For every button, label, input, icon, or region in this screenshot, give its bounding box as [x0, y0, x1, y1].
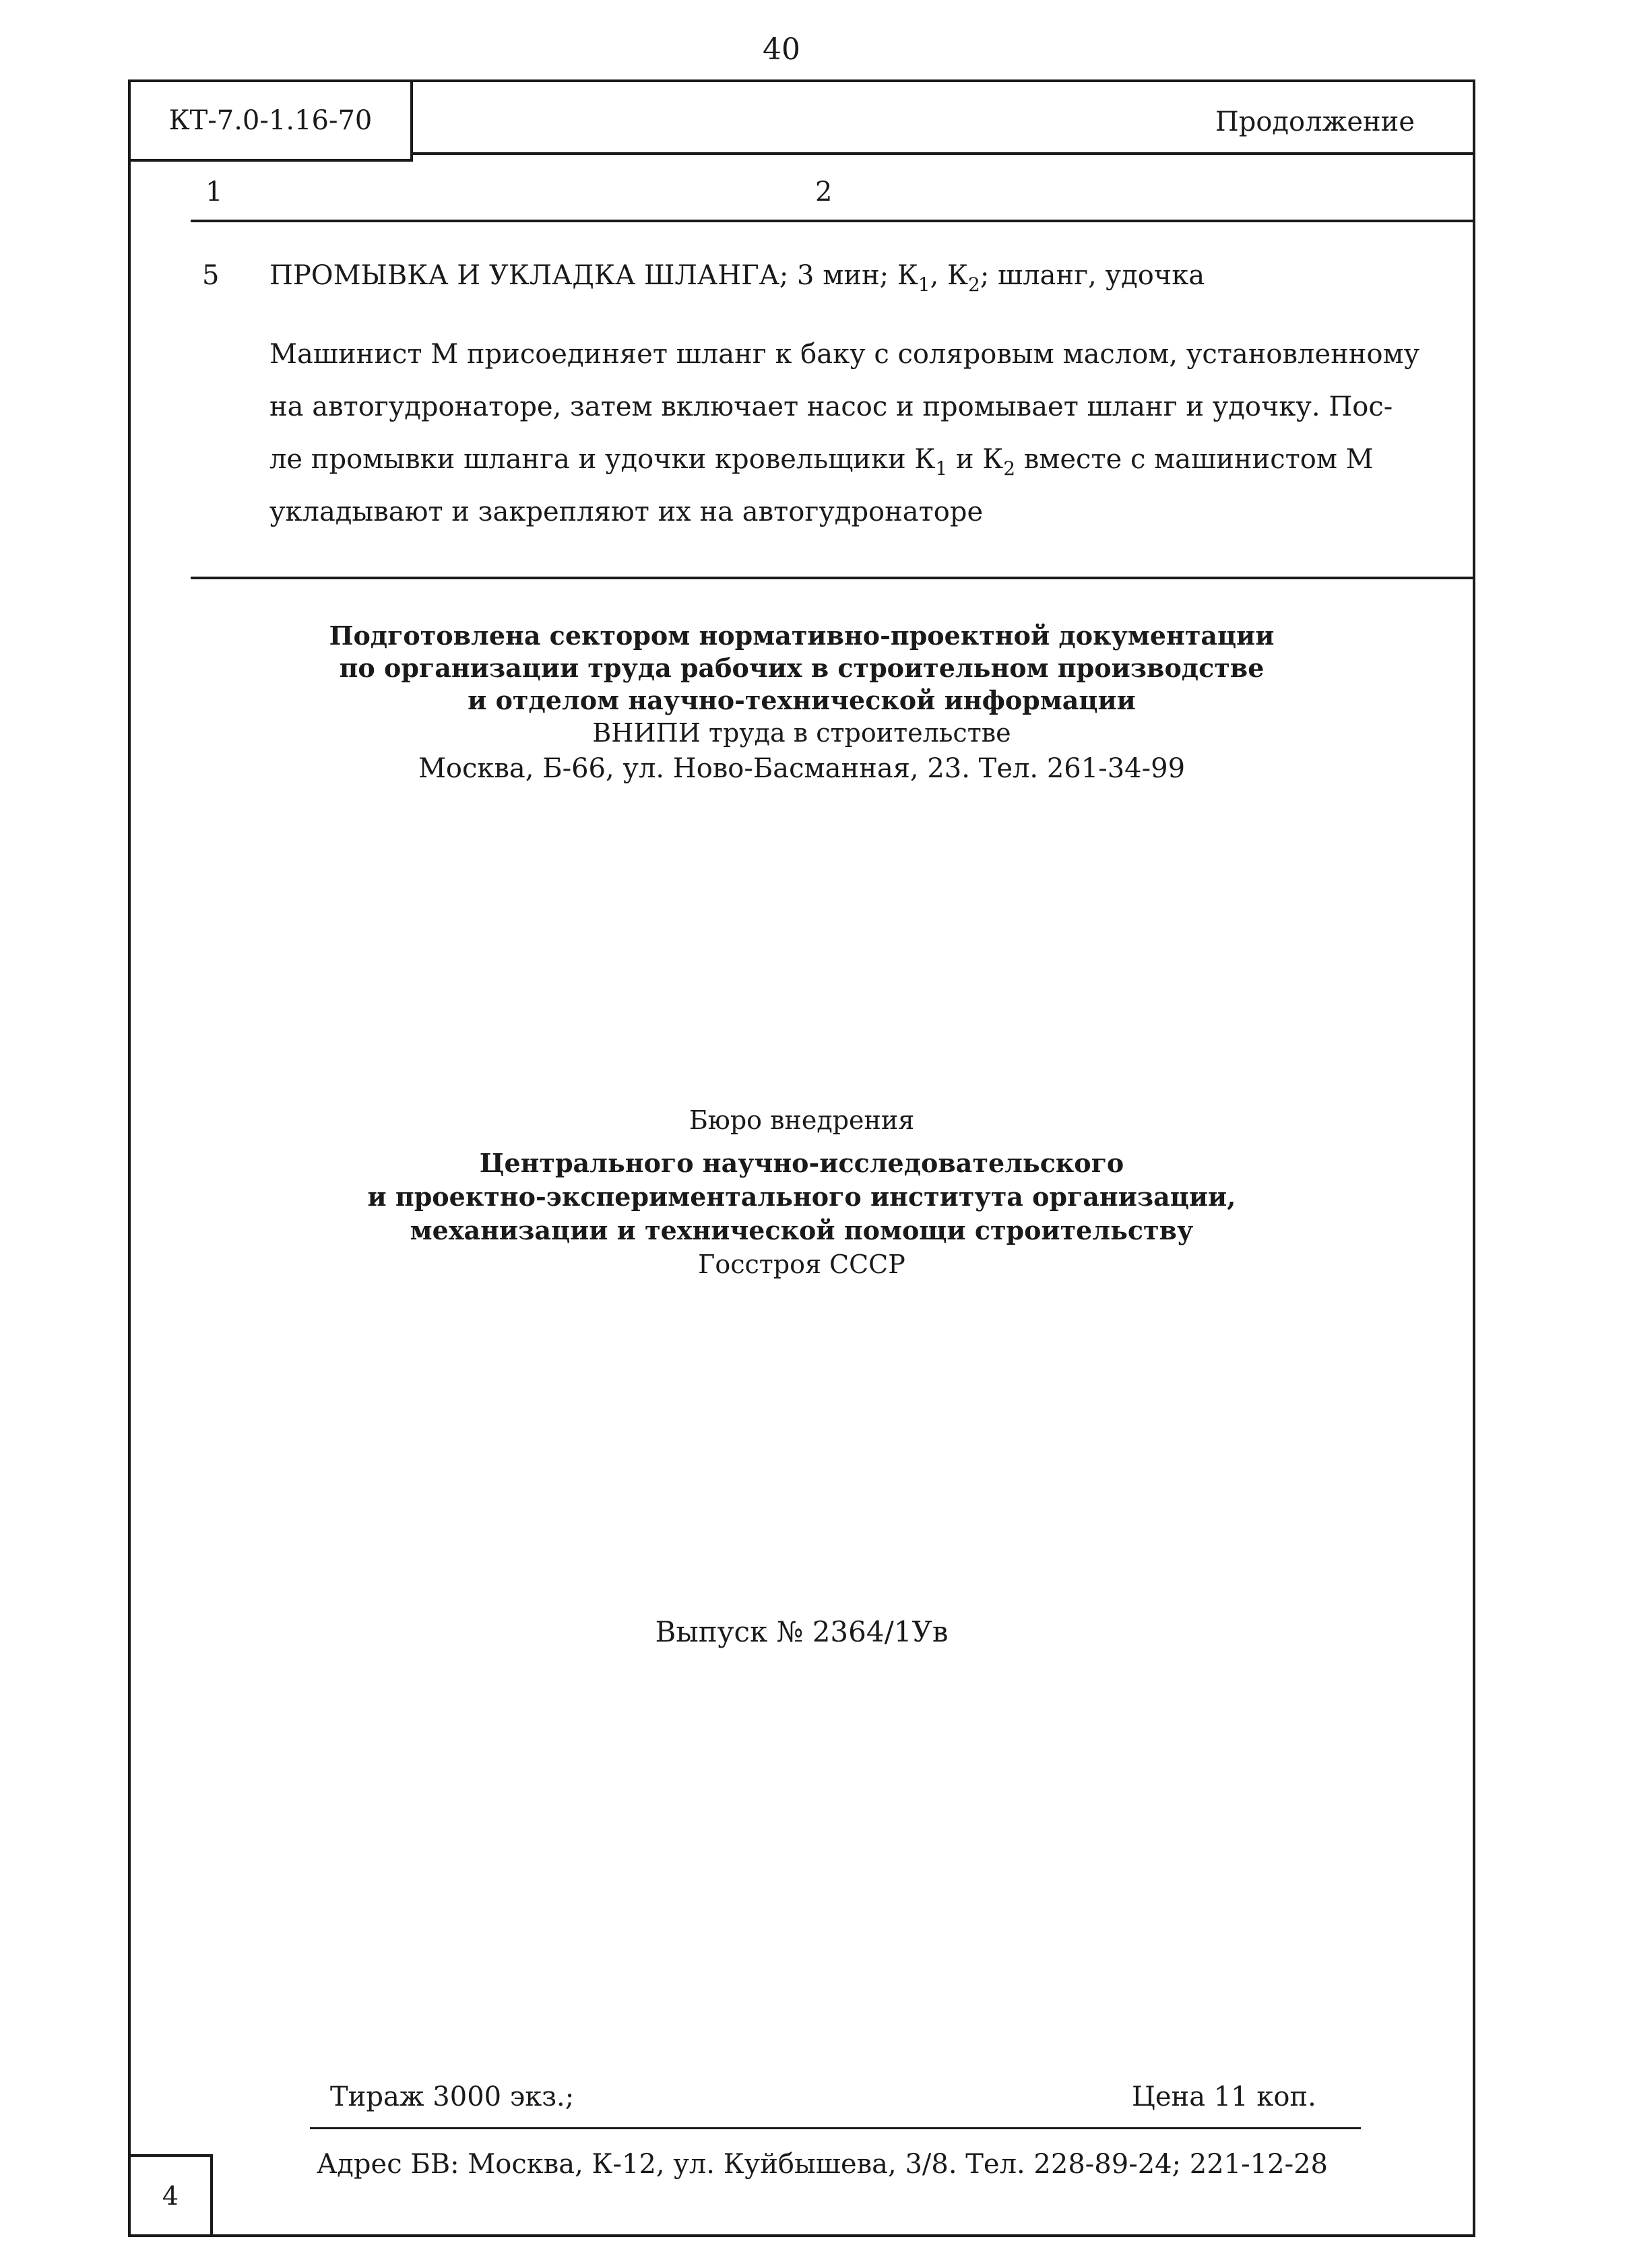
bureau-line-1: Бюро внедрения: [689, 1105, 915, 1135]
issue-number: Выпуск № 2364/1Ув: [655, 1615, 949, 1648]
item-description: [269, 330, 1442, 540]
description-line-3-a: ле промывки шланга и удочки кровельщики К: [269, 444, 936, 475]
prepared-by-line-4: ВНИПИ труда в строительстве: [592, 718, 1011, 748]
column-header-2: 2: [815, 176, 833, 207]
description-line-3: [269, 435, 1442, 488]
bureau-line-2: Центрального научно-исследовательского: [479, 1148, 1124, 1178]
sheet-number: 4: [128, 2154, 213, 2237]
column-header-1: 1: [205, 176, 223, 207]
bureau-block: [128, 1103, 1475, 1281]
prepared-by-block: [128, 620, 1475, 788]
description-line-2: на автогудронаторе, затем включает насос и промывает шланг и удочку. Пос-: [269, 391, 1393, 422]
description-line-3-c: вместе с машинистом М: [1015, 444, 1374, 475]
item-heading-tail: ; шланг, удочка: [980, 260, 1205, 291]
column-header-rule: [191, 220, 1475, 222]
bureau-line-3: и проектно-экспериментального института организации,: [367, 1181, 1236, 1212]
item-number: 5: [202, 260, 220, 291]
header-rule: [413, 152, 1475, 155]
prepared-by-line-1: Подготовлена сектором нормативно-проектной документации: [329, 620, 1275, 651]
table-bottom-rule: [191, 577, 1475, 579]
description-line-3-sub2: 2: [1003, 457, 1016, 480]
price: Цена 11 коп.: [1132, 2081, 1316, 2112]
document-code: КТ-7.0-1.16-70: [128, 79, 413, 162]
item-heading-main: ПРОМЫВКА И УКЛАДКА ШЛАНГА; 3 мин; К: [269, 260, 918, 291]
item-heading-mid: , К: [930, 260, 969, 291]
description-line-4: укладывают и закрепляют их на автогудронаторе: [269, 496, 984, 527]
description-line-1: Машинист М присоединяет шланг к баку с соляровым маслом, установленному: [269, 339, 1420, 370]
item-heading-sub2: 2: [968, 273, 980, 296]
description-line-3-b: и К: [947, 444, 1004, 475]
description-line-3-sub1: 1: [935, 457, 948, 480]
item-heading-sub1: 1: [918, 273, 930, 296]
prepared-by-address: Москва, Б-66, ул. Ново-Басманная, 23. Тел. 261-34-99: [418, 753, 1186, 784]
page-number: 40: [763, 32, 800, 67]
prepared-by-line-2: по организации труда рабочих в строительном производстве: [339, 653, 1265, 683]
prepared-by-line-3: и отделом научно-технической информации: [468, 685, 1136, 715]
bureau-line-5: Госстроя СССР: [698, 1250, 905, 1279]
continuation-label: Продолжение: [1215, 106, 1415, 137]
bureau-line-4: механизации и технической помощи строительству: [410, 1215, 1194, 1245]
item-heading: [269, 260, 1205, 296]
print-run: Тираж 3000 экз.;: [330, 2081, 575, 2112]
bureau-address: Адрес БВ: Москва, К-12, ул. Куйбышева, 3/8. Тел. 228-89-24; 221-12-28: [317, 2149, 1328, 2180]
footer-rule: [310, 2127, 1361, 2129]
